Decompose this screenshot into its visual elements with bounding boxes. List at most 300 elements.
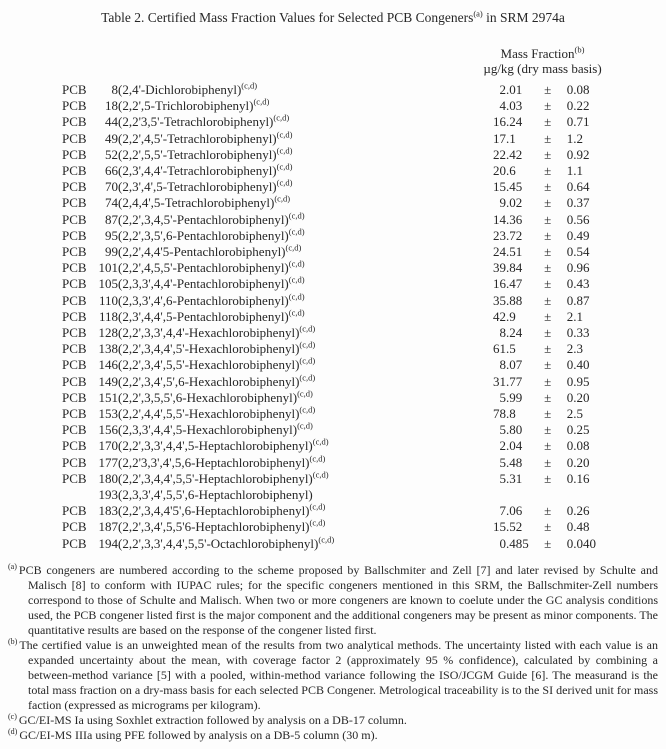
pcb-prefix-cell: PCB xyxy=(62,98,87,114)
footnote-ref-cd: (c,d) xyxy=(299,339,316,350)
table-row xyxy=(62,98,611,114)
value-integer-cell: 14 xyxy=(493,211,506,227)
congener-name: (2,2',4,5,5'-Pentachlorobiphenyl) xyxy=(118,260,289,276)
table-row xyxy=(62,406,611,422)
pcb-prefix-cell: PCB xyxy=(62,244,87,260)
value-integer-cell: 7 xyxy=(499,503,506,519)
congener-name-cell xyxy=(118,422,432,438)
congener-name: (2,2',3,4,4',5,5'-Heptachlorobiphenyl) xyxy=(118,470,313,486)
pcb-prefix-cell: PCB xyxy=(62,308,87,324)
footnote-ref-cd: (c,d) xyxy=(276,161,293,172)
footnote-ref-cd: (c,d) xyxy=(299,323,316,334)
uncertainty-cell: 0.56 xyxy=(566,211,590,227)
congener-name-cell xyxy=(118,244,432,260)
congener-number-cell: 44 xyxy=(105,114,118,130)
footnote-a xyxy=(8,563,658,638)
congener-number-cell: 151 xyxy=(98,389,118,405)
uncertainty-cell: 0.22 xyxy=(566,98,590,114)
uncertainty-cell: 0.37 xyxy=(566,195,590,211)
pcb-prefix-cell: PCB xyxy=(62,82,87,97)
congener-name-cell xyxy=(118,357,432,373)
value-integer-cell: 5 xyxy=(499,389,506,405)
value-fraction-cell: .24 xyxy=(506,325,523,341)
congener-name-cell xyxy=(118,341,432,357)
congener-name: (2,2',3,5,5',6-Hexachlorobiphenyl) xyxy=(118,389,298,405)
uncertainty-cell: 0.20 xyxy=(566,389,590,405)
table-row xyxy=(62,228,611,244)
pcb-prefix-cell: PCB xyxy=(62,211,87,227)
pcb-prefix-cell: PCB xyxy=(62,260,87,276)
congener-name-cell xyxy=(118,438,432,454)
plus-minus-cell: ± xyxy=(544,357,552,373)
mass-fraction-label-line xyxy=(450,46,635,61)
uncertainty-cell: 0.64 xyxy=(566,179,590,195)
congener-name-cell xyxy=(118,406,432,422)
uncertainty-cell: 0.040 xyxy=(566,535,596,551)
congener-name-cell xyxy=(118,82,432,98)
value-integer-cell: 5 xyxy=(499,422,506,438)
pcb-prefix-cell: PCB xyxy=(62,341,87,357)
table-row xyxy=(62,341,611,357)
plus-minus-cell: ± xyxy=(544,82,552,97)
value-fraction-cell: .88 xyxy=(506,292,523,308)
congener-name-cell xyxy=(118,536,432,552)
congener-number-cell: 156 xyxy=(98,422,118,438)
value-integer-cell: 5 xyxy=(499,470,506,486)
pcb-prefix-cell: PCB xyxy=(62,325,87,341)
table-row xyxy=(62,309,611,325)
table-row xyxy=(62,325,611,341)
value-integer-cell: 78 xyxy=(493,406,506,422)
value-fraction-cell: .06 xyxy=(506,503,523,519)
pcb-prefix-cell: PCB xyxy=(62,406,87,422)
congener-number-cell: 138 xyxy=(98,341,118,357)
congener-name-cell xyxy=(118,276,432,292)
footnote-ref-cd: (c,d) xyxy=(273,113,290,124)
congener-name: (2,3',4',5-Tetrachlorobiphenyl) xyxy=(118,179,277,195)
table-row xyxy=(62,357,611,373)
uncertainty-cell: 0.95 xyxy=(566,373,590,389)
table-row xyxy=(62,374,611,390)
congener-name: (2,2',3,4,5'-Pentachlorobiphenyl) xyxy=(118,211,289,227)
congener-number-cell: 180 xyxy=(98,470,118,486)
congener-name-cell xyxy=(118,519,432,535)
value-fraction-cell: .03 xyxy=(506,98,523,114)
footnote-ref-cd: (c,d) xyxy=(288,258,305,269)
mass-fraction-header xyxy=(450,46,635,76)
value-integer-cell: 2 xyxy=(499,438,506,454)
congener-number-cell: 66 xyxy=(105,163,118,179)
table-row xyxy=(62,212,611,228)
congener-name: (2,3,3',4',5,5',6-Heptachlorobiphenyl) xyxy=(118,487,313,503)
congener-name: (2,2',5,5'-Tetrachlorobiphenyl) xyxy=(118,146,277,162)
value-integer-cell: 16 xyxy=(493,114,506,130)
footnote-ref-cd: (c,d) xyxy=(288,226,305,237)
table-row xyxy=(62,455,611,471)
pcb-prefix-cell: PCB xyxy=(62,422,87,438)
value-integer-cell: 4 xyxy=(499,98,506,114)
value-integer-cell: 8 xyxy=(499,325,506,341)
value-fraction-cell: .45 xyxy=(506,179,523,195)
congener-name-cell xyxy=(118,131,432,147)
value-integer-cell: 35 xyxy=(493,292,506,308)
congener-name-cell xyxy=(118,487,432,503)
pcb-prefix-cell: PCB xyxy=(62,163,87,179)
plus-minus-cell: ± xyxy=(544,260,552,276)
value-fraction-cell: .80 xyxy=(506,422,523,438)
uncertainty-cell: 1.2 xyxy=(566,130,583,146)
plus-minus-cell: ± xyxy=(544,341,552,357)
pcb-prefix-cell: PCB xyxy=(62,227,87,243)
plus-minus-cell: ± xyxy=(544,503,552,519)
footnote-ref-cd: (c,d) xyxy=(299,404,316,415)
plus-minus-cell: ± xyxy=(544,98,552,114)
value-fraction-cell: .36 xyxy=(506,211,523,227)
congener-table xyxy=(62,82,611,552)
footnote-ref-cd: (c,d) xyxy=(276,145,293,156)
table-row xyxy=(62,114,611,130)
congener-name: (2,2'3,5'-Tetrachlorobiphenyl) xyxy=(118,114,274,130)
footnote-b xyxy=(8,638,658,713)
pcb-prefix-cell: PCB xyxy=(62,130,87,146)
pcb-prefix-cell: PCB xyxy=(62,146,87,162)
pcb-prefix-cell: PCB xyxy=(62,519,87,535)
congener-name-cell xyxy=(118,195,432,211)
pcb-prefix-cell: PCB xyxy=(62,503,87,519)
value-fraction-cell: .47 xyxy=(506,276,523,292)
congener-number-cell: 95 xyxy=(105,227,118,243)
uncertainty-cell: 2.1 xyxy=(566,308,583,324)
value-integer-cell: 0 xyxy=(499,535,506,551)
value-fraction-cell: .99 xyxy=(506,389,523,405)
footnote-c-marker: (c) xyxy=(8,712,17,721)
table-row xyxy=(62,422,611,438)
table-row xyxy=(62,195,611,211)
footnote-ref-cd: (c,d) xyxy=(312,437,329,448)
table-row xyxy=(62,131,611,147)
pcb-prefix-cell: PCB xyxy=(62,470,87,486)
congener-number-cell: 49 xyxy=(105,130,118,146)
congener-number-cell: 74 xyxy=(105,195,118,211)
congener-name-cell xyxy=(118,212,432,228)
value-fraction-cell: .02 xyxy=(506,195,523,211)
congener-name: (2,2',3,4',5,5'-Hexachlorobiphenyl) xyxy=(118,357,300,373)
table-row xyxy=(62,147,611,163)
footnote-ref-cd: (c,d) xyxy=(285,242,302,253)
plus-minus-cell: ± xyxy=(544,292,552,308)
congener-name: (2,3',4,4',5-Pentachlorobiphenyl) xyxy=(118,308,289,324)
footnote-ref-cd: (c,d) xyxy=(288,210,305,221)
uncertainty-cell: 0.08 xyxy=(566,82,590,97)
uncertainty-cell: 0.25 xyxy=(566,422,590,438)
value-fraction-cell: .31 xyxy=(506,470,523,486)
congener-name: (2,3,3',4,4'-Pentachlorobiphenyl) xyxy=(118,276,289,292)
table-row xyxy=(62,179,611,195)
plus-minus-cell: ± xyxy=(544,227,552,243)
uncertainty-cell: 0.96 xyxy=(566,260,590,276)
congener-name-cell xyxy=(118,114,432,130)
value-fraction-cell: .51 xyxy=(506,244,523,260)
congener-name: (2,2',3,3',4,4',5-Heptachlorobiphenyl) xyxy=(118,438,313,454)
footnote-ref-cd: (c,d) xyxy=(274,194,291,205)
footnote-a-text: PCB congeners are numbered according to the scheme proposed by Ballschmiter and Zell [7] and later revised by Schulte and Malisch [8] to conform with IUPAC rules; for the specific congeners mentioned in this SRM, the Ballschmiter-Zell numbers correspond to those of Schulte and Malisch. When two or more congeners are known to coelute under the GC analysis conditions used, the PCB congener listed first is the major component and the additional congeners may be present as minor components. The quantitative results are based on the response of the congener listed first. xyxy=(18,563,658,637)
plus-minus-cell: ± xyxy=(544,244,552,260)
value-fraction-cell: .07 xyxy=(506,357,523,373)
footnote-c-text: GC/EI-MS Ia using Soxhlet extraction followed by analysis on a DB-17 column. xyxy=(18,713,407,727)
value-integer-cell: 31 xyxy=(493,373,506,389)
plus-minus-cell: ± xyxy=(544,406,552,422)
value-integer-cell: 20 xyxy=(493,163,506,179)
footnote-ref-cd: (c,d) xyxy=(276,129,293,140)
table-row xyxy=(62,260,611,276)
congener-number-cell: 153 xyxy=(98,406,118,422)
footnotes-section xyxy=(8,563,658,743)
pcb-prefix-cell: PCB xyxy=(62,179,87,195)
congener-name: (2,2',3,4,4'5',6-Heptachlorobiphenyl) xyxy=(118,503,310,519)
congener-name: (2,3,3',4',6-Pentachlorobiphenyl) xyxy=(118,292,289,308)
plus-minus-cell: ± xyxy=(544,276,552,292)
congener-number-cell: 193 xyxy=(98,487,118,503)
congener-number-cell: 183 xyxy=(98,503,118,519)
congener-name-cell xyxy=(118,163,432,179)
footnote-ref-a: (a) xyxy=(473,8,483,19)
uncertainty-cell: 2.3 xyxy=(566,341,583,357)
uncertainty-cell: 0.08 xyxy=(566,438,590,454)
value-fraction-cell: .485 xyxy=(506,535,529,551)
congener-number-cell: 99 xyxy=(105,244,118,260)
congener-name-cell xyxy=(118,147,432,163)
congener-name-cell xyxy=(118,98,432,114)
congener-number-cell: 170 xyxy=(98,438,118,454)
table-row xyxy=(62,519,611,535)
value-integer-cell xyxy=(432,487,506,503)
uncertainty-cell: 1.1 xyxy=(566,163,583,179)
footnote-ref-cd: (c,d) xyxy=(318,534,335,545)
pcb-prefix-cell: PCB xyxy=(62,195,87,211)
value-fraction-cell: .48 xyxy=(506,454,523,470)
pcb-prefix-cell: PCB xyxy=(62,276,87,292)
congener-name: (2,2',3,3',4,4'-Hexachlorobiphenyl) xyxy=(118,325,300,341)
mass-fraction-units: µg/kg (dry mass basis) xyxy=(483,61,602,76)
congener-number-cell: 70 xyxy=(105,179,118,195)
congener-number-cell: 52 xyxy=(105,146,118,162)
plus-minus-cell: ± xyxy=(544,519,552,535)
value-fraction-cell: .01 xyxy=(506,82,523,97)
value-integer-cell: 23 xyxy=(493,227,506,243)
plus-minus-cell: ± xyxy=(544,470,552,486)
plus-minus-cell: ± xyxy=(544,146,552,162)
uncertainty-cell: 0.48 xyxy=(566,519,590,535)
plus-minus-cell: ± xyxy=(544,325,552,341)
value-integer-cell: 15 xyxy=(493,519,506,535)
value-fraction-cell: .1 xyxy=(506,130,516,146)
uncertainty-cell: 0.71 xyxy=(566,114,590,130)
footnote-ref-cd: (c,d) xyxy=(288,291,305,302)
congener-number-cell: 128 xyxy=(98,325,118,341)
value-fraction-cell xyxy=(506,487,529,503)
congener-number-cell: 146 xyxy=(98,357,118,373)
plus-minus-cell: ± xyxy=(544,163,552,179)
congener-number-cell: 149 xyxy=(98,373,118,389)
value-fraction-cell: .5 xyxy=(506,341,516,357)
footnote-ref-cd: (c,d) xyxy=(297,420,313,431)
uncertainty-cell: 0.33 xyxy=(566,325,590,341)
uncertainty-cell: 0.92 xyxy=(566,146,590,162)
footnote-ref-cd: (c,d) xyxy=(288,307,305,318)
table-title-suffix: in SRM 2974a xyxy=(482,10,565,25)
value-fraction-cell: .8 xyxy=(506,406,516,422)
uncertainty-cell xyxy=(567,487,611,503)
plus-minus-cell: ± xyxy=(544,535,552,551)
pcb-prefix-cell: PCB xyxy=(62,454,87,470)
congener-name: (2,2',4,4'5-Pentachlorobiphenyl) xyxy=(118,244,286,260)
value-fraction-cell: .72 xyxy=(506,227,523,243)
congener-name: (2,2',3,4',5',6-Hexachlorobiphenyl) xyxy=(118,373,300,389)
congener-name: (2,2'3,3',4',5,6-Heptachlorobiphenyl) xyxy=(118,454,310,470)
table-row xyxy=(62,503,611,519)
table-row xyxy=(62,390,611,406)
congener-name: (2,2',3,3',4,4',5,5'-Octachlorobiphenyl) xyxy=(118,535,319,551)
plus-minus-cell: ± xyxy=(544,454,552,470)
footnote-ref-cd: (c,d) xyxy=(309,501,326,512)
uncertainty-cell: 0.87 xyxy=(566,292,590,308)
footnote-ref-cd: (c,d) xyxy=(297,388,313,399)
value-integer-cell: 15 xyxy=(493,179,506,195)
congener-name: (2,2',4,5'-Tetrachlorobiphenyl) xyxy=(118,130,277,146)
value-integer-cell: 39 xyxy=(493,260,506,276)
congener-number-cell: 87 xyxy=(105,211,118,227)
congener-name: (2,4'-Dichlorobiphenyl) xyxy=(118,82,242,97)
value-fraction-cell: .04 xyxy=(506,438,523,454)
uncertainty-cell: 0.49 xyxy=(566,227,590,243)
value-integer-cell: 22 xyxy=(493,146,506,162)
footnote-ref-cd: (c,d) xyxy=(299,356,316,367)
value-integer-cell: 9 xyxy=(499,195,506,211)
value-integer-cell: 61 xyxy=(493,341,506,357)
value-integer-cell: 16 xyxy=(493,276,506,292)
plus-minus-cell: ± xyxy=(544,130,552,146)
footnote-ref-cd: (c,d) xyxy=(299,372,316,383)
congener-number-cell: 194 xyxy=(98,535,118,551)
congener-number-cell: 118 xyxy=(98,308,118,324)
footnote-ref-cd: (c,d) xyxy=(288,275,305,286)
congener-name-cell xyxy=(118,374,432,390)
congener-name: (2,2',4,4',5,5'-Hexachlorobiphenyl) xyxy=(118,406,300,422)
congener-number-cell: 177 xyxy=(98,454,118,470)
footnote-ref-cd: (c,d) xyxy=(253,96,270,107)
plus-minus-cell: ± xyxy=(544,308,552,324)
footnote-d-text: GC/EI-MS IIIa using PFE followed by analysis on a DB-5 column (30 m). xyxy=(19,728,378,742)
value-fraction-cell: .77 xyxy=(506,373,523,389)
footnote-c xyxy=(8,713,658,728)
value-integer-cell: 17 xyxy=(493,130,506,146)
congener-name-cell xyxy=(118,455,432,471)
table-row xyxy=(62,293,611,309)
plus-minus-cell: ± xyxy=(544,211,552,227)
congener-name: (2,3',4,4'-Tetrachlorobiphenyl) xyxy=(118,163,277,179)
congener-name: (2,2',3,5',6-Pentachlorobiphenyl) xyxy=(118,227,289,243)
uncertainty-cell: 0.40 xyxy=(566,357,590,373)
plus-minus-cell xyxy=(529,487,567,503)
value-fraction-cell: .52 xyxy=(506,519,523,535)
footnote-b-text: The certified value is an unweighted mean of the results from two analytical methods. The uncertainty listed with each value is an expanded uncertainty about the mean, with coverage factor 2 (approximately 95 % confidence), calculated by combining a between-method variance [5] with a pooled, within-method variance following the ISO/JCGM Guide [6]. The measurand is the total mass fraction on a dry-mass basis for each selected PCB Congener. Metrological traceability is to the SI derived unit for mass faction (expressed as micrograms per kilogram). xyxy=(19,638,658,712)
pcb-prefix-cell: PCB xyxy=(62,357,87,373)
uncertainty-cell: 0.20 xyxy=(566,454,590,470)
value-integer-cell: 5 xyxy=(499,454,506,470)
pcb-prefix-cell: PCB xyxy=(62,535,87,551)
congener-number-cell: 110 xyxy=(98,292,118,308)
plus-minus-cell: ± xyxy=(544,422,552,438)
value-fraction-cell: .24 xyxy=(506,114,523,130)
value-fraction-cell: .9 xyxy=(506,308,516,324)
value-fraction-cell: .42 xyxy=(506,146,523,162)
plus-minus-cell: ± xyxy=(544,114,552,130)
footnote-a-marker: (a) xyxy=(8,562,17,571)
congener-table-body xyxy=(62,82,611,552)
table-title-text: Table 2. Certified Mass Fraction Values for Selected PCB Congeners xyxy=(101,10,474,25)
congener-name-cell xyxy=(118,179,432,195)
congener-name-cell xyxy=(118,471,432,487)
footnote-ref-cd: (c,d) xyxy=(276,177,293,188)
congener-name: (2,3,3',4,4',5-Hexachlorobiphenyl) xyxy=(118,422,298,438)
pcb-prefix-cell xyxy=(62,487,98,503)
value-integer-cell: 2 xyxy=(499,82,506,97)
table-row xyxy=(62,471,611,487)
congener-name-cell xyxy=(118,228,432,244)
congener-name-cell xyxy=(118,309,432,325)
congener-name-cell xyxy=(118,293,432,309)
pcb-prefix-cell: PCB xyxy=(62,438,87,454)
footnote-b-marker: (b) xyxy=(8,637,18,646)
congener-name-cell xyxy=(118,390,432,406)
uncertainty-cell: 0.43 xyxy=(566,276,590,292)
table-title xyxy=(0,10,666,26)
table-row xyxy=(62,536,611,552)
congener-name: (2,2',3,4',5,5'6-Heptachlorobiphenyl) xyxy=(118,519,310,535)
pcb-prefix-cell: PCB xyxy=(62,389,87,405)
congener-number-cell: 8 xyxy=(111,82,118,97)
uncertainty-cell: 0.54 xyxy=(566,244,590,260)
footnote-ref-b: (b) xyxy=(574,44,585,55)
value-fraction-cell: .84 xyxy=(506,260,523,276)
congener-name-cell xyxy=(118,260,432,276)
footnote-d xyxy=(8,728,658,743)
congener-name: (2,2',5-Trichlorobiphenyl) xyxy=(118,98,254,114)
value-fraction-cell: .6 xyxy=(506,163,516,179)
table-row xyxy=(62,487,611,503)
congener-number-cell: 18 xyxy=(105,98,118,114)
congener-number-cell: 105 xyxy=(98,276,118,292)
table-row xyxy=(62,163,611,179)
congener-name: (2,2',3,4,4',5'-Hexachlorobiphenyl) xyxy=(118,341,300,357)
plus-minus-cell: ± xyxy=(544,438,552,454)
pcb-prefix-cell: PCB xyxy=(62,292,87,308)
table-row xyxy=(62,438,611,454)
value-integer-cell: 42 xyxy=(493,308,506,324)
footnote-ref-cd: (c,d) xyxy=(312,469,329,480)
congener-number-cell: 187 xyxy=(98,519,118,535)
congener-name-cell xyxy=(118,325,432,341)
footnote-ref-cd: (c,d) xyxy=(309,518,326,529)
footnote-d-marker: (d) xyxy=(8,727,18,736)
pcb-prefix-cell: PCB xyxy=(62,373,87,389)
pcb-prefix-cell: PCB xyxy=(62,114,87,130)
plus-minus-cell: ± xyxy=(544,389,552,405)
congener-name: (2,4,4',5-Tetrachlorobiphenyl) xyxy=(118,195,275,211)
mass-fraction-label: Mass Fraction xyxy=(500,46,575,61)
plus-minus-cell: ± xyxy=(544,373,552,389)
uncertainty-cell: 0.26 xyxy=(566,503,590,519)
